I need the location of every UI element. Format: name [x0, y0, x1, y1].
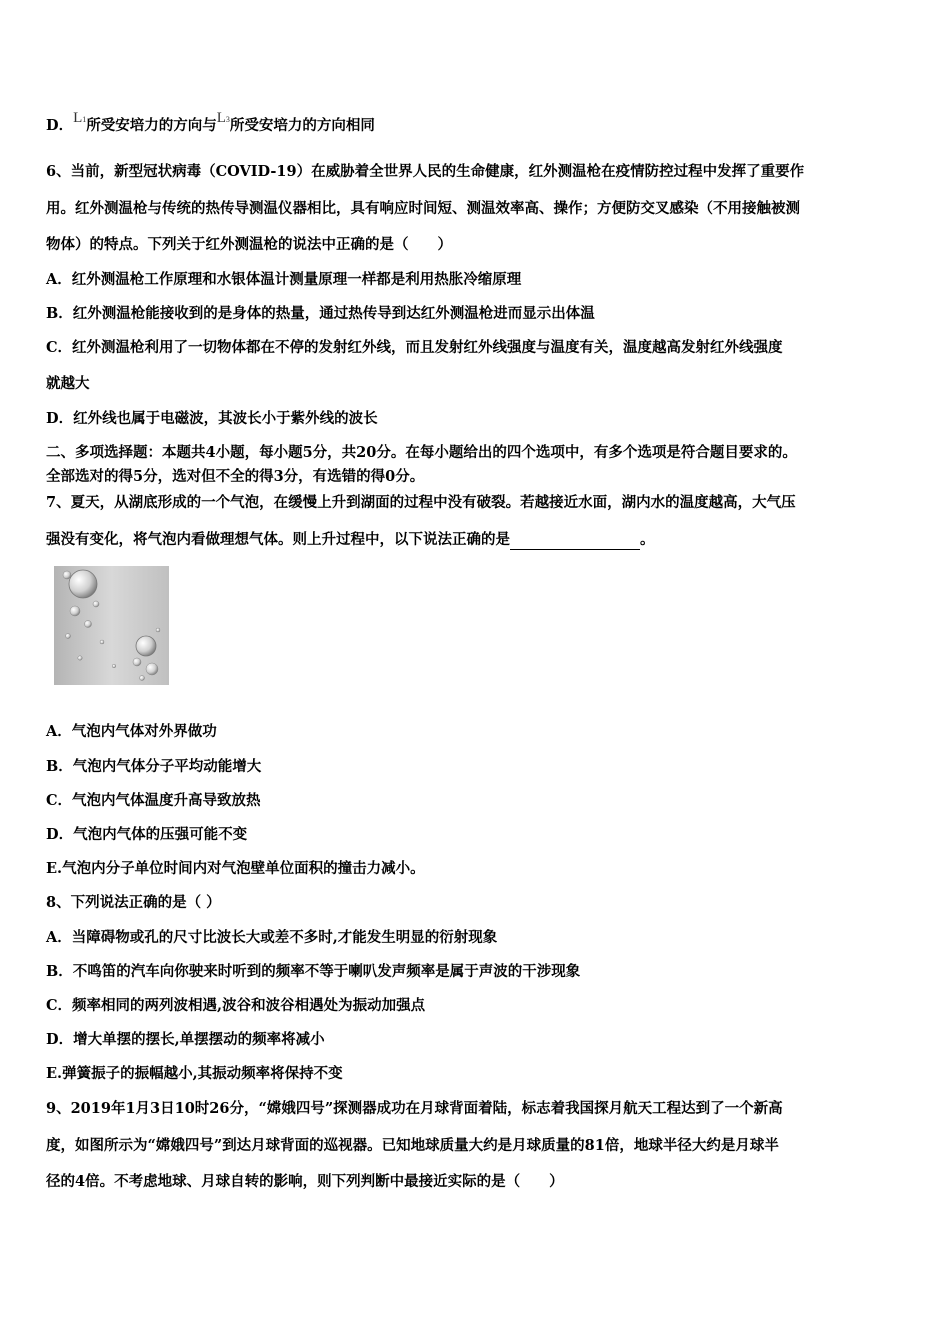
q7-stem-line-1: 7、夏天，从湖底形成的一个气泡，在缓慢上升到湖面的过程中没有破裂。若越接近水面，湖内水的温度越高，大气压	[46, 494, 796, 511]
q7-option-d: D．气泡内气体的压强可能不变	[46, 826, 248, 843]
symbol-l1: L1	[73, 110, 87, 126]
q6-stem-line-3: 物体）的特点。下列关于红外测温枪的说法中正确的是（ ）	[46, 236, 452, 253]
q7-option-c: C．气泡内气体温度升高导致放热	[46, 792, 261, 809]
q6-stem-line-2: 用。红外测温枪与传统的热传导测温仪器相比，具有响应时间短、测温效率高、操作；方便防交叉感染（不用接触被测	[46, 200, 800, 217]
option-label: D．	[46, 117, 74, 134]
q9-stem-line-3: 径的4倍。不考虑地球、月球自转的影响，则下列判断中最接近实际的是（ ）	[46, 1173, 564, 1190]
q6-option-d: D．红外线也属于电磁波，其波长小于紫外线的波长	[46, 410, 378, 427]
q6-stem-line-1: 6、当前，新型冠状病毒（COVID-19）在威胁着全世界人民的生命健康，红外测温枪在疫情防控过程中发挥了重要作	[46, 163, 805, 180]
q8-option-e: E.弹簧振子的振幅越小,其振动频率将保持不变	[46, 1065, 343, 1082]
symbol-l3: L3	[216, 110, 230, 126]
section-2-heading-line-2: 全部选对的得5分，选对但不全的得3分，有选错的得0分。	[46, 468, 425, 485]
section-2-heading-line-1: 二、多项选择题：本题共4小题，每小题5分，共20分。在每小题给出的四个选项中，有多个选项是符合题目要求的。	[46, 444, 797, 461]
q8-option-a: A．当障碍物或孔的尺寸比波长大或差不多时,才能发生明显的衍射现象	[46, 929, 498, 946]
q8-option-b: B．不鸣笛的汽车向你驶来时听到的频率不等于喇叭发声频率是属于声波的干涉现象	[46, 963, 581, 980]
answer-blank	[510, 535, 640, 550]
q7-option-e: E.气泡内分子单位时间内对气泡壁单位面积的撞击力减小。	[46, 860, 425, 877]
q6-option-c-line-2: 就越大	[46, 375, 90, 392]
bubbles-figure	[54, 566, 169, 685]
q6-option-b: B．红外测温枪能接收到的是身体的热量，通过热传导到达红外测温枪进而显示出体温	[46, 305, 595, 322]
q8-option-d: D．增大单摆的摆长,单摆摆动的频率将减小	[46, 1031, 325, 1048]
q7-option-b: B．气泡内气体分子平均动能增大	[46, 758, 262, 775]
q5-option-d: D．L1所受安培力的方向与L3所受安培力的方向相同	[46, 110, 375, 134]
q9-stem-line-2: 度，如图所示为“嫦娥四号”到达月球背面的巡视器。已知地球质量大约是月球质量的81倍，地球半径大约是月球半	[46, 1137, 779, 1154]
q9-stem-line-1: 9、2019年1月3日10时26分，“嫦娥四号”探测器成功在月球背面着陆，标志着我国探月航天工程达到了一个新高	[46, 1100, 783, 1117]
q7-stem-line-2: 强没有变化，将气泡内看做理想气体。则上升过程中，以下说法正确的是 。	[46, 531, 655, 548]
q8-option-c: C．频率相同的两列波相遇,波谷和波谷相遇处为振动加强点	[46, 997, 426, 1014]
q8-stem: 8、下列说法正确的是（ ）	[46, 894, 221, 911]
q7-option-a: A．气泡内气体对外界做功	[46, 723, 217, 740]
q6-option-c-line-1: C．红外测温枪利用了一切物体都在不停的发射红外线，而且发射红外线强度与温度有关，温度越高发射红外线强度	[46, 339, 783, 356]
q6-option-a: A．红外测温枪工作原理和水银体温计测量原理一样都是利用热胀冷缩原理	[46, 271, 522, 288]
